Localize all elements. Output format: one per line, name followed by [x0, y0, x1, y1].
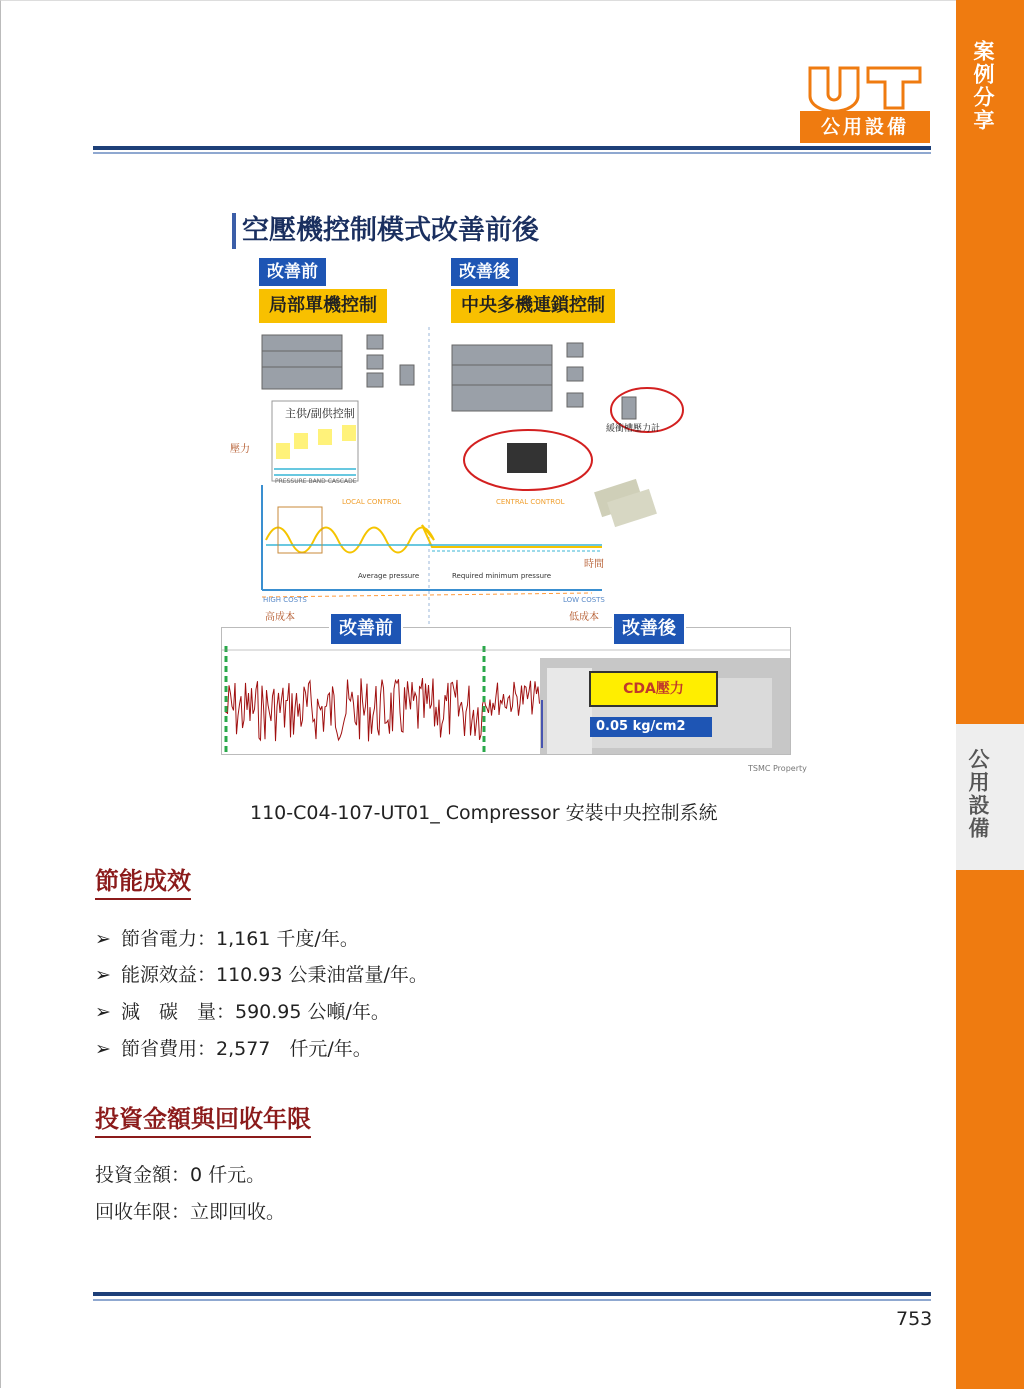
after-tag: 改善後: [451, 258, 518, 286]
investment-amount: 投資金額：0 仟元。: [95, 1164, 266, 1186]
energy-heading: 節能成效: [95, 866, 191, 900]
pressure-band-label: PRESSURE BAND CASCADE: [275, 478, 357, 485]
energy-item: ➢ 能源效益：110.93 公秉油當量/年。: [95, 964, 428, 986]
header-badge: 公用設備: [800, 111, 930, 143]
bullet-arrow-icon: ➢: [95, 928, 111, 950]
legend-average: Average pressure: [358, 572, 420, 580]
legend-required: Required minimum pressure: [452, 572, 552, 580]
header-rule-thick: [93, 146, 931, 150]
high-costs-label: HIGH COSTS: [263, 596, 307, 604]
trend-before-tag: 改善前: [329, 612, 403, 646]
low-costs-label: LOW COSTS: [563, 596, 605, 604]
page-number: 753: [896, 1308, 933, 1330]
before-mode-label: 局部單機控制: [259, 289, 387, 323]
high-costs-cn-label: 高成本: [265, 612, 295, 623]
tsmc-property-note: TSMC Property: [748, 764, 807, 773]
pressure-axis-label: 壓力: [230, 444, 250, 455]
bullet-arrow-icon: ➢: [95, 1001, 111, 1023]
trend-after-tag: 改善後: [612, 612, 686, 646]
footer-rule-thick: [93, 1292, 931, 1296]
energy-item: ➢ 減 碳 量：590.95 公噸/年。: [95, 1001, 390, 1023]
low-costs-cn-label: 低成本: [569, 612, 599, 623]
energy-item: ➢ 節省費用：2,577 仟元/年。: [95, 1038, 372, 1060]
main-sub-control-label: 主供/副供控制: [285, 407, 355, 420]
header-rule-thin: [93, 152, 931, 154]
footer-rule-thin: [93, 1299, 931, 1301]
compressor-diagram: [222, 325, 806, 625]
figure-title: 空壓機控制模式改善前後: [232, 213, 539, 249]
after-mode-label: 中央多機連鎖控制: [451, 289, 615, 323]
investment-heading: 投資金額與回收年限: [95, 1104, 311, 1138]
before-tag: 改善前: [259, 258, 326, 286]
figure-caption: 110-C04-107-UT01_ Compressor 安裝中央控制系統: [250, 802, 718, 824]
local-control-label: LOCAL CONTROL: [342, 498, 402, 506]
side-tab-case-share[interactable]: 案例分享: [971, 40, 995, 132]
payback-period: 回收年限：立即回收。: [95, 1201, 286, 1223]
central-control-label: CENTRAL CONTROL: [496, 498, 565, 506]
side-tab-utility[interactable]: 公用設備: [966, 748, 990, 840]
energy-item: ➢ 節省電力：1,161 千度/年。: [95, 928, 359, 950]
buffer-meter-label: 緩衝槽壓力計: [606, 424, 661, 434]
cda-value-label: 0.05 kg/cm2: [590, 717, 712, 737]
bullet-arrow-icon: ➢: [95, 1038, 111, 1060]
cda-pressure-label: CDA壓力: [589, 671, 718, 707]
side-tab-bar: [956, 0, 1024, 1389]
bullet-arrow-icon: ➢: [95, 964, 111, 986]
ut-logo: [806, 64, 924, 112]
time-axis-label: 時間: [584, 559, 604, 570]
